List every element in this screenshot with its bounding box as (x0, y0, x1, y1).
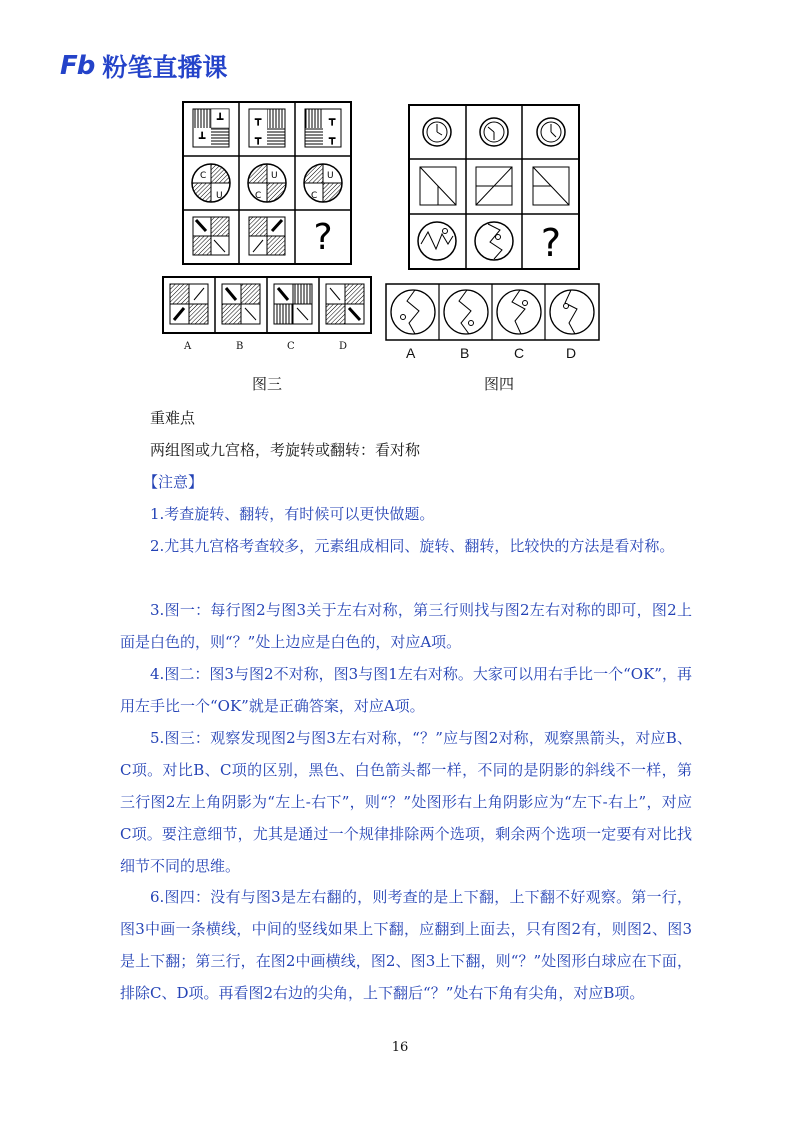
figure4-caption: 图四 (484, 375, 515, 393)
paragraph-5: 5.图三：观察发现图2与图3左右对称，“？”应与图2对称，观察黑箭头，对应B、C项。对比B、C项的区别，黑色、白色箭头都一样，不同的是阴影的斜线不一样，第三行图2左上角阴影为“左上-右下”，则“？”处图形右上角阴影应为“左下-右上”，对应C项。要注意细节，尤其是通过一个规律排除两个选项，剩余两个选项一定要有对比找细节不同的思维。 (120, 729, 692, 875)
fig4-r3c1 (418, 222, 456, 260)
svg-text:U: U (271, 171, 278, 181)
fig4-option-a: A (406, 345, 416, 361)
fig3-r2c1 (192, 164, 230, 202)
fig3-r3c1 (193, 217, 229, 255)
fig4-option-c: C (514, 345, 525, 361)
fig3-option-b: B (236, 341, 244, 352)
figure4-grid (408, 104, 580, 270)
fig3-r2c2 (248, 164, 286, 202)
fig4-clock3 (537, 118, 565, 146)
fig3-option-a: A (184, 341, 192, 352)
page-number: 16 (391, 1040, 409, 1055)
fig4-clock1 (423, 118, 451, 146)
fig4-clock2 (480, 118, 508, 146)
logo-mark: Fb (60, 51, 95, 81)
paragraph-1: 1.考查旋转、翻转，有时候可以更快做题。 (150, 505, 435, 523)
fig3-r3c2 (249, 217, 285, 255)
figure3-options (162, 276, 372, 334)
fig3-r1c1 (193, 109, 229, 147)
fig4-option-b: B (460, 345, 470, 361)
svg-text:U: U (216, 191, 223, 201)
paragraph-6: 6.图四：没有与图3是左右翻的，则考查的是上下翻，上下翻不好观察。第一行，图3中画一条横线，中间的竖线如果上下翻，应翻到上面去，只有图2有，则图2、图3是上下翻；第三行，在图2中画横线，图2、图3上下翻，则“？”处图形白球应在下面，排除C、D项。再看图2右边的尖角，上下翻后“？”处右下角有尖角，对应B项。 (120, 888, 692, 1002)
fig4-question-mark: ? (540, 221, 562, 265)
fig3-r1c3 (305, 109, 341, 147)
fig3-r1c2 (249, 109, 285, 147)
fig3-question-mark: ? (313, 217, 333, 258)
fig4-option-d: D (566, 345, 577, 361)
paragraph-2: 2.尤其九宫格考查较多，元素组成相同、旋转、翻转，比较快的方法是看对称。 (150, 537, 675, 555)
fig4-r2c2 (476, 167, 512, 205)
figure4-options (385, 283, 600, 341)
fig3-option-d: D (339, 341, 348, 352)
note-title: 【注意】 (143, 473, 204, 491)
svg-text:┳: ┳ (254, 132, 262, 145)
svg-text:┳: ┳ (328, 113, 336, 126)
fig4-r3c2 (475, 222, 513, 260)
logo-text: 粉笔直播课 (102, 53, 228, 82)
svg-text:┳: ┳ (254, 113, 262, 126)
subheading: 两组图或九宫格，考旋转或翻转：看对称 (150, 441, 421, 459)
svg-text:C: C (311, 191, 318, 201)
paragraph-3: 3.图一：每行图2与图3关于左右对称，第三行则找与图2左右对称的即可，图2上面是白色的，则“？”处上边应是白色的，对应A项。 (120, 601, 692, 651)
svg-text:C: C (200, 171, 207, 181)
fig3-r2c3 (304, 164, 342, 202)
fig4-r2c1 (420, 167, 456, 205)
svg-text:┳: ┳ (328, 132, 336, 145)
paragraph-4: 4.图二：图3与图2不对称，图3与图1左右对称。大家可以用右手比一个“OK”，再用左手比一个“OK”就是正确答案，对应A项。 (120, 665, 692, 715)
brand-logo (60, 50, 227, 82)
heading: 重难点 (150, 409, 196, 427)
svg-text:U: U (327, 171, 334, 181)
fig3-option-c: C (287, 341, 295, 352)
svg-text:┻: ┻ (216, 113, 224, 126)
figure3-caption: 图三 (252, 375, 283, 393)
figure3-grid (182, 101, 352, 265)
fig4-r2c3 (533, 167, 569, 205)
svg-text:C: C (255, 191, 262, 201)
svg-text:┻: ┻ (198, 132, 206, 145)
